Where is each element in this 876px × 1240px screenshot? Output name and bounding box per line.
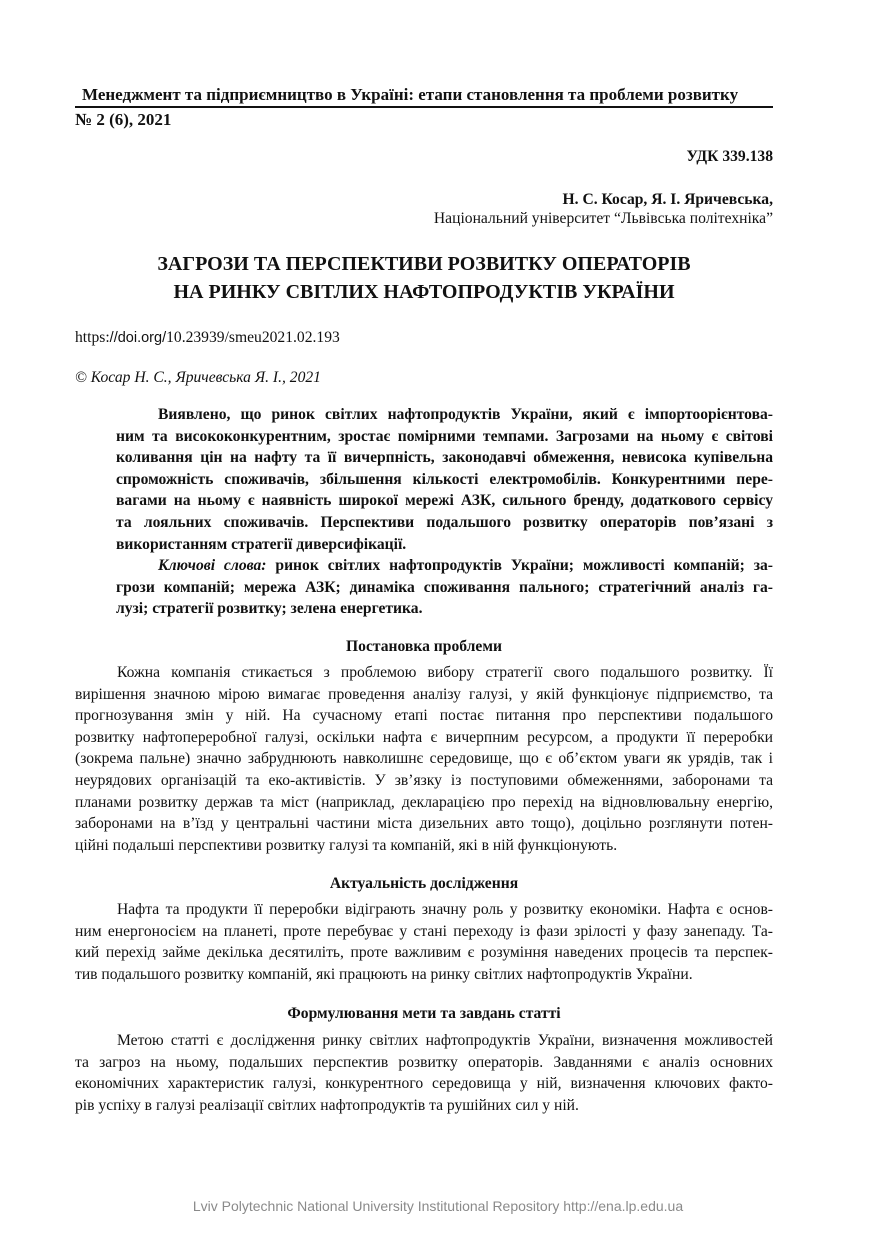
abstract: Виявлено, що ринок світлих нафтопродуктів України, який є імпортоорієнтова- ним та висококонкурентним, зростає помірними темпами. Загрозами на ньому є світові коливання цін на нафту та її вичерпність, законодавчі обмеження, невисока купівельна спроможність споживачів, збільшення кількості електромобілів. Конкурентними пере- вагами на ньому є наявність широкої мережі АЗК, сильного бренду, додаткового сервісу та лояльних споживачів. Перспективи подальшого розвитку операторів пов’язані з використанням стратегії диверсифікації. Ключові слова: ринок світлих нафтопродуктів України; можливості компаній; за- грози компаній; мережа АЗК; динаміка споживання пального; стратегічний аналіз га- лузі; стратегії розвитку; зелена енергетика. bbox=[116, 406, 773, 618]
affiliation: Національний університет “Львівська політехніка” bbox=[433, 210, 773, 227]
keywords-label: Ключові слова: bbox=[158, 557, 267, 575]
section-heading: Актуальність дослідження bbox=[329, 875, 519, 892]
title-line: ЗАГРОЗИ ТА ПЕРСПЕКТИВИ РОЗВИТКУ ОПЕРАТОРІВ bbox=[157, 253, 691, 275]
journal-title: Менеджмент та підприємництво в Україні: етапи становлення та проблеми розвитку bbox=[82, 85, 739, 104]
section-problem: Постановка проблеми Кожна компанія стикається з проблемою вибору стратегії свого подальшого розвитку. Її вирішення значною мірою вимагає проведення аналізу галузі, у якій функціонує підприємство, та прогнозування змін у ній. На сучасному етапі постає питання про перспективи подальшого розвитку нафтопереробної галузі, оскільки нафта є вичерпним ресурсом, а продукти її переробки (зокрема пальне) значно забруднюють навколишнє середовище, що є об’єктом уваги як урядів, так і неурядових організацій та еко-активістів. У зв’язку із поступовими обмеженнями, заборонами та планами розвитку держав та міст (наприклад, декларацією про перехід на відновлювальну енергію, заборонами на в’їзд у центральні частини міста дизельних авто тощо), доцільно розглянути потен- ційні подальші перспективи розвитку галузі та компаній, які в ній функціонують. bbox=[75, 638, 773, 854]
doi-link[interactable]: https://doi.org/10.23939/smeu2021.02.193 bbox=[75, 329, 340, 346]
header-rule bbox=[75, 106, 773, 108]
section-heading: Формулювання мети та завдань статті bbox=[287, 1005, 561, 1022]
section-heading: Постановка проблеми bbox=[346, 638, 502, 655]
section-goals: Формулювання мети та завдань статті Метою статті є дослідження ринку світлих нафтопродуктів України, визначення можливостей та загроз на ньому, подальших перспектив розвитку операторів. Завданнями є аналіз основних економічних характеристик галузі, конкурентного середовища у ній, визначення ключових факто- рів успіху в галузі реалізації світлих нафтопродуктів та рушійних сил у ній. bbox=[75, 1005, 773, 1114]
keywords: Ключові слова: ринок світлих нафтопродуктів України; можливості компаній; за- bbox=[158, 557, 773, 575]
authors: Н. С. Косар, Я. І. Яричевська, bbox=[562, 191, 773, 208]
title-line: НА РИНКУ СВІТЛИХ НАФТОПРОДУКТІВ УКРАЇНИ bbox=[173, 281, 675, 303]
article-title bbox=[75, 250, 773, 306]
section-relevance: Актуальність дослідження Нафта та продукти її переробки відіграють значну роль у розвитку економіки. Нафта є основ- ним енергоносієм на планеті, проте перебуває у стані переходу із фази зрілості у фазу занепаду. Та- кий перехід займе декілька десятиліть, проте важливим є розуміння наведених процесів та перспек- тив подальшого розвитку компаній, які працюють на ринку світлих нафтопродуктів України. bbox=[75, 875, 773, 983]
issue-number: № 2 (6), 2021 bbox=[75, 110, 172, 129]
repository-footer: Lviv Polytechnic National University Institutional Repository http://ena.lp.edu.ua bbox=[192, 1198, 684, 1214]
copyright: © Косар Н. С., Яричевська Я. І., 2021 bbox=[75, 369, 321, 386]
udk: УДК 339.138 bbox=[686, 148, 773, 165]
